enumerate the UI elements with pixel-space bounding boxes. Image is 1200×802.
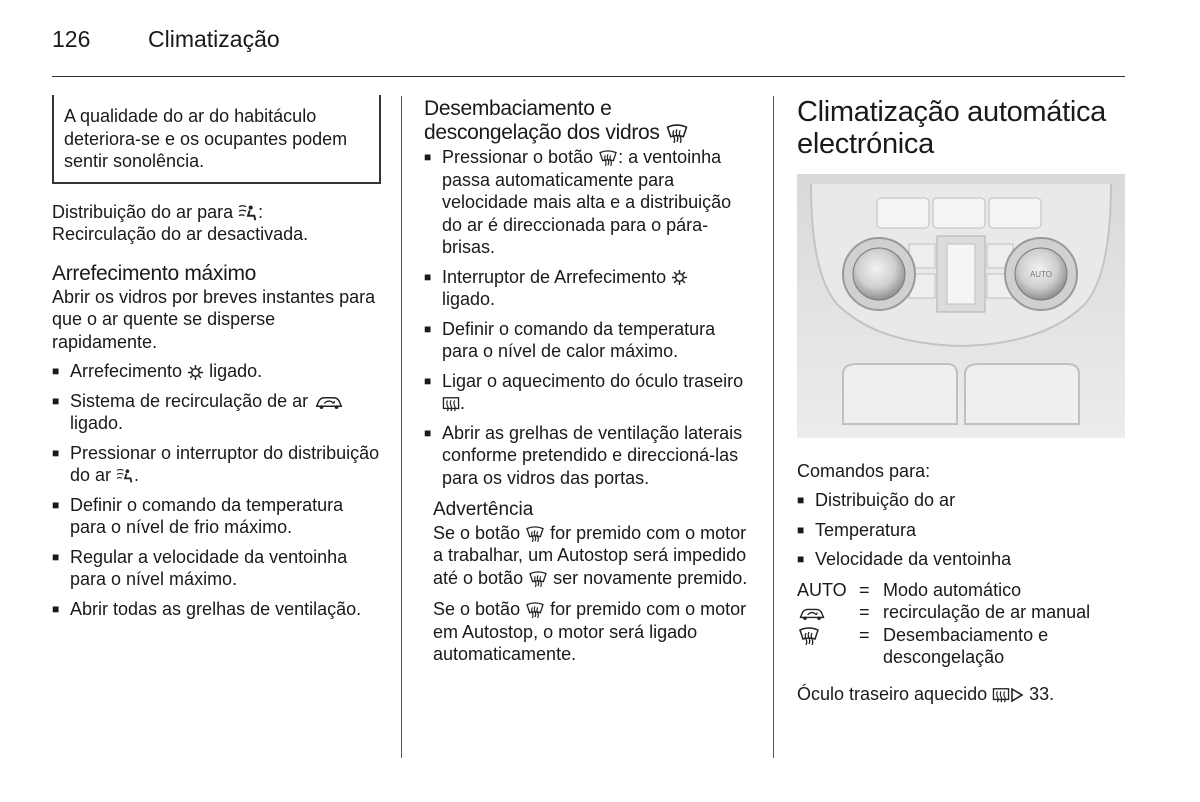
column-divider <box>773 96 774 758</box>
rear-window-heat-icon <box>442 396 460 412</box>
list-item: ■ Pressionar o interruptor do distribuição do ar . <box>52 442 382 487</box>
legend-row: = recirculação de ar manual <box>797 601 1125 624</box>
column-right <box>797 96 1125 705</box>
legend-desc: recirculação de ar manual <box>883 602 1091 622</box>
header-divider <box>52 76 1125 77</box>
list-item: ■ Distribuição do ar <box>797 489 1125 512</box>
column-middle <box>424 97 754 666</box>
defrost-icon <box>528 571 548 587</box>
recirculation-icon <box>797 605 827 621</box>
list-item: ■ Abrir todas as grelhas de ventilação. <box>52 598 382 621</box>
list-item: ■ Ligar o aquecimento do óculo traseiro . <box>424 370 754 415</box>
list-item: ■ Velocidade da ventoinha <box>797 548 1125 571</box>
note-box <box>52 95 381 184</box>
list-item: ■ Definir o comando da temperatura para o nível de frio máximo. <box>52 494 382 539</box>
list-item: ■ Sistema de recirculação de ar ligado. <box>52 390 382 435</box>
section-heading: Arrefecimento máximo <box>52 261 257 285</box>
air-distribution-icon <box>116 468 134 484</box>
column-left <box>52 95 382 620</box>
legend-desc: Modo automático <box>883 579 1022 600</box>
warning-heading: Advertência <box>433 499 534 520</box>
defrost-icon <box>797 627 821 645</box>
controls-intro: Comandos para: <box>797 460 931 481</box>
section-heading: Desembaciamento e descongelação dos vidros <box>424 97 754 145</box>
distribution-text: Distribuição do ar para : Recirculação do ar desactivada. <box>52 201 309 244</box>
warning-text: Se o botão for premido com o motor em Autostop, o motor será ligado automaticamente. <box>433 599 747 664</box>
snowflake-icon <box>671 269 688 286</box>
list-item: ■ Abrir as grelhas de ventilação laterais conforme pretendido e direccioná-las para os vidros das portas. <box>424 422 754 490</box>
snowflake-icon <box>187 364 204 381</box>
panel-auto-label: AUTO <box>1029 270 1053 279</box>
warning-text: Se o botão for premido com o motor a trabalhar, um Autostop será impedido até o botão ser novamente premido. <box>433 522 748 588</box>
note-text: A qualidade do ar do habitáculo deteriora-se e os ocupantes podem sentir sonolência. <box>64 106 348 171</box>
recirculation-icon <box>313 393 345 410</box>
legend-row: AUTO = Modo automático <box>797 579 1125 602</box>
page-title: Climatização <box>148 26 280 52</box>
list-item: ■ Interruptor de Arrefecimento ligado. <box>424 266 754 311</box>
rear-window-reference: Óculo traseiro aquecido 33. <box>797 683 1055 704</box>
warning-block <box>424 499 754 666</box>
controls-list <box>797 489 1125 571</box>
legend-key: AUTO <box>797 579 847 600</box>
list-item: ■ Arrefecimento ligado. <box>52 360 382 383</box>
list-item: ■ Pressionar o botão : a ventoinha passa automaticamente para velocidade mais alta e a distribuição do ar é direccionada para o pára-brisas. <box>424 146 754 259</box>
section-heading: Climatização automática electrónica <box>797 96 1107 160</box>
air-distribution-icon <box>238 204 258 222</box>
column-divider <box>401 96 402 758</box>
defrost-icon <box>525 526 545 542</box>
rear-window-heat-icon <box>992 687 1010 703</box>
step-list <box>52 360 382 620</box>
defrost-icon <box>598 150 618 166</box>
intro-text: Abrir os vidros por breves instantes para que o ar quente se disperse rapidamente. <box>52 286 376 352</box>
legend-table <box>797 579 1125 669</box>
list-item: ■ Regular a velocidade da ventoinha para o nível máximo. <box>52 546 382 591</box>
legend-row: = Desembaciamento e descongelação <box>797 624 1125 669</box>
legend-desc: Desembaciamento e descongelação <box>883 624 1049 667</box>
list-item: ■ Definir o comando da temperatura para o nível de calor máximo. <box>424 318 754 363</box>
step-list <box>424 146 754 489</box>
defrost-icon <box>665 124 689 143</box>
climate-panel-photo <box>797 174 1125 438</box>
list-item: ■ Temperatura <box>797 519 1125 542</box>
page-number: 126 <box>52 26 91 52</box>
defrost-icon <box>525 602 545 618</box>
page-reference-arrow-icon <box>1010 687 1024 703</box>
